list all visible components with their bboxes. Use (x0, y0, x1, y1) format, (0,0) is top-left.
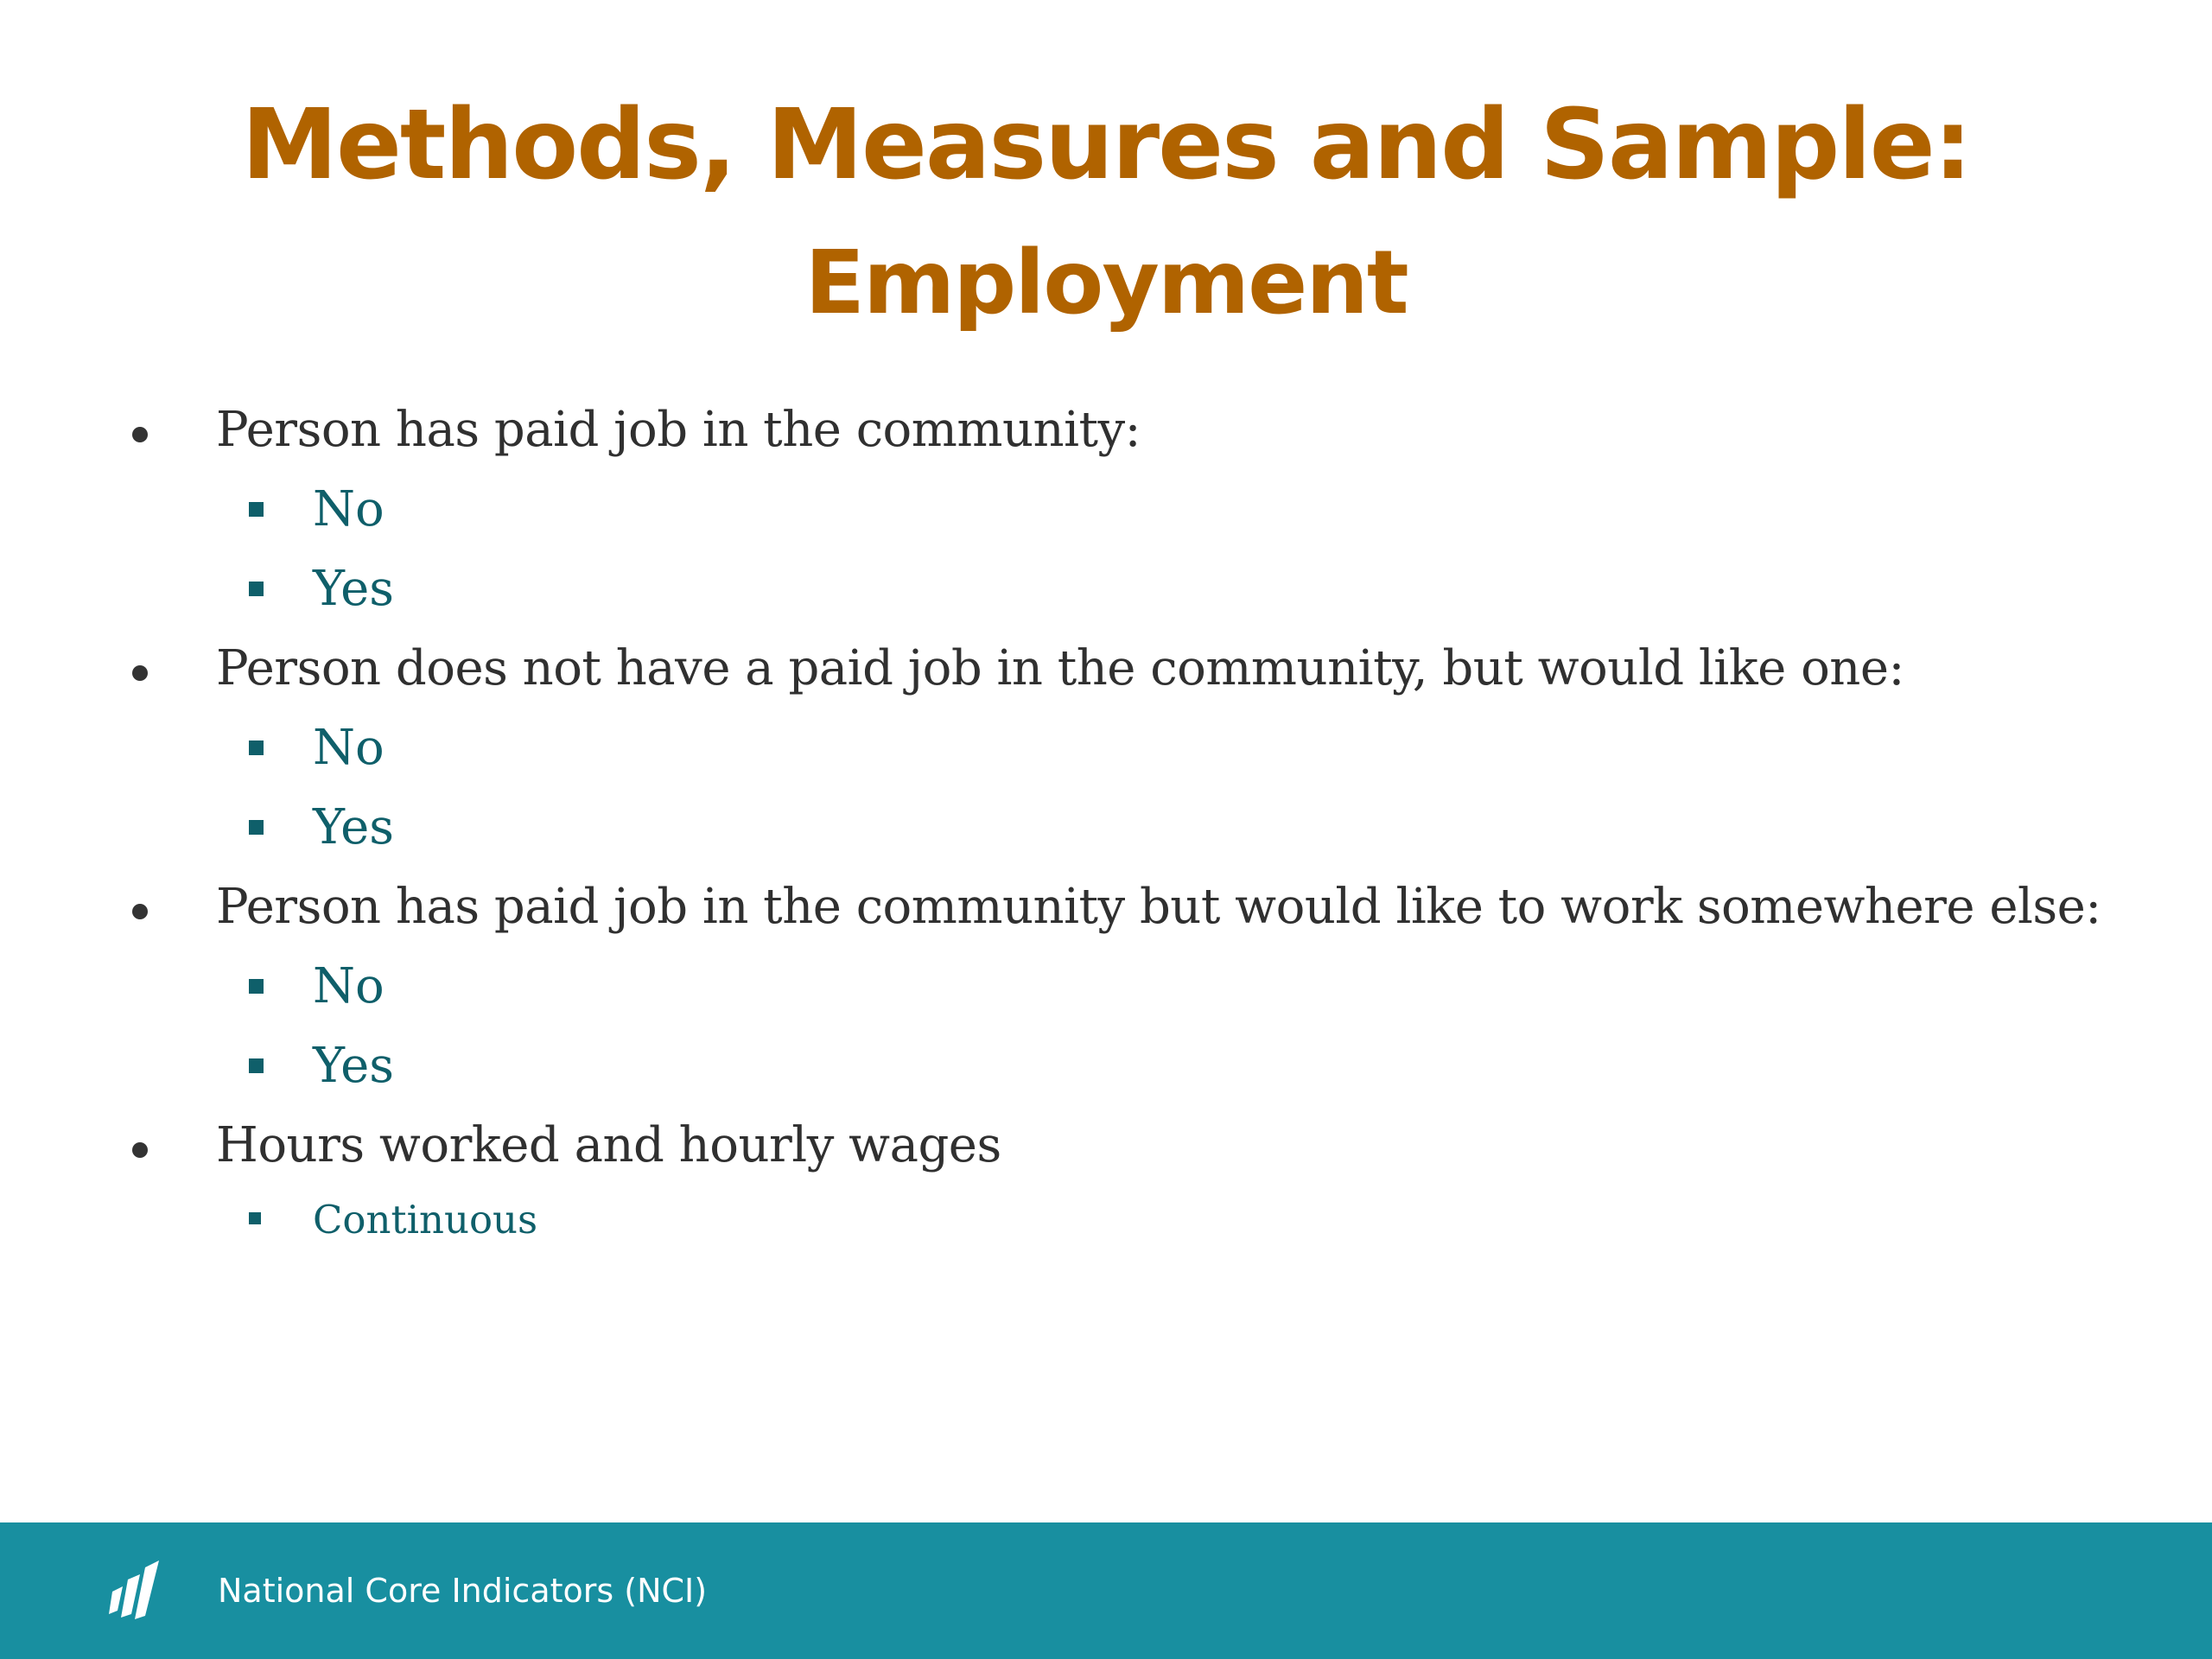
footer-org-name: National Core Indicators (NCI) (218, 1572, 708, 1610)
sub-bullet-text: Yes (313, 561, 394, 617)
bullet-item (0, 868, 2212, 947)
square-bullet-icon (249, 741, 264, 755)
sub-bullet-item (0, 947, 2212, 1027)
sub-bullet-text: No (313, 720, 385, 776)
bullet-item (0, 1106, 2212, 1185)
sub-bullet-text: No (313, 481, 385, 537)
title-line-2: Employment (804, 232, 1408, 334)
bullet-text: Person has paid job in the community: (216, 402, 1141, 458)
bullet-dot-icon (132, 665, 148, 681)
square-bullet-icon (249, 582, 264, 596)
bullet-item (0, 391, 2212, 470)
footer-bar (0, 1522, 2212, 1659)
sub-bullet-item (0, 470, 2212, 550)
bullet-dot-icon (132, 904, 148, 919)
bullet-dot-icon (132, 427, 148, 442)
sub-bullet-text: Yes (313, 799, 394, 855)
square-bullet-icon (249, 820, 264, 835)
sub-bullet-text: No (313, 958, 385, 1014)
sub-bullet-item (0, 1185, 2212, 1255)
bullet-list (0, 391, 2212, 1255)
bullet-text: Person has paid job in the community but would like to work somewhere else: (216, 879, 2101, 935)
square-bullet-icon (249, 979, 264, 994)
bullet-item (0, 629, 2212, 709)
sub-bullet-text: Continuous (313, 1197, 538, 1243)
sub-bullet-item (0, 550, 2212, 629)
bullet-text: Person does not have a paid job in the community, but would like one: (216, 640, 1904, 696)
square-bullet-icon (249, 502, 264, 517)
sub-bullet-item (0, 788, 2212, 868)
square-bullet-icon (249, 1212, 261, 1224)
nci-logo-icon (105, 1557, 183, 1626)
slide-title (0, 76, 2212, 353)
sub-bullet-item (0, 709, 2212, 788)
bullet-text: Hours worked and hourly wages (216, 1117, 1001, 1173)
bullet-dot-icon (132, 1142, 148, 1158)
square-bullet-icon (249, 1058, 264, 1073)
sub-bullet-item (0, 1027, 2212, 1106)
title-line-1: Methods, Measures and Sample: (241, 89, 1971, 201)
sub-bullet-text: Yes (313, 1038, 394, 1094)
